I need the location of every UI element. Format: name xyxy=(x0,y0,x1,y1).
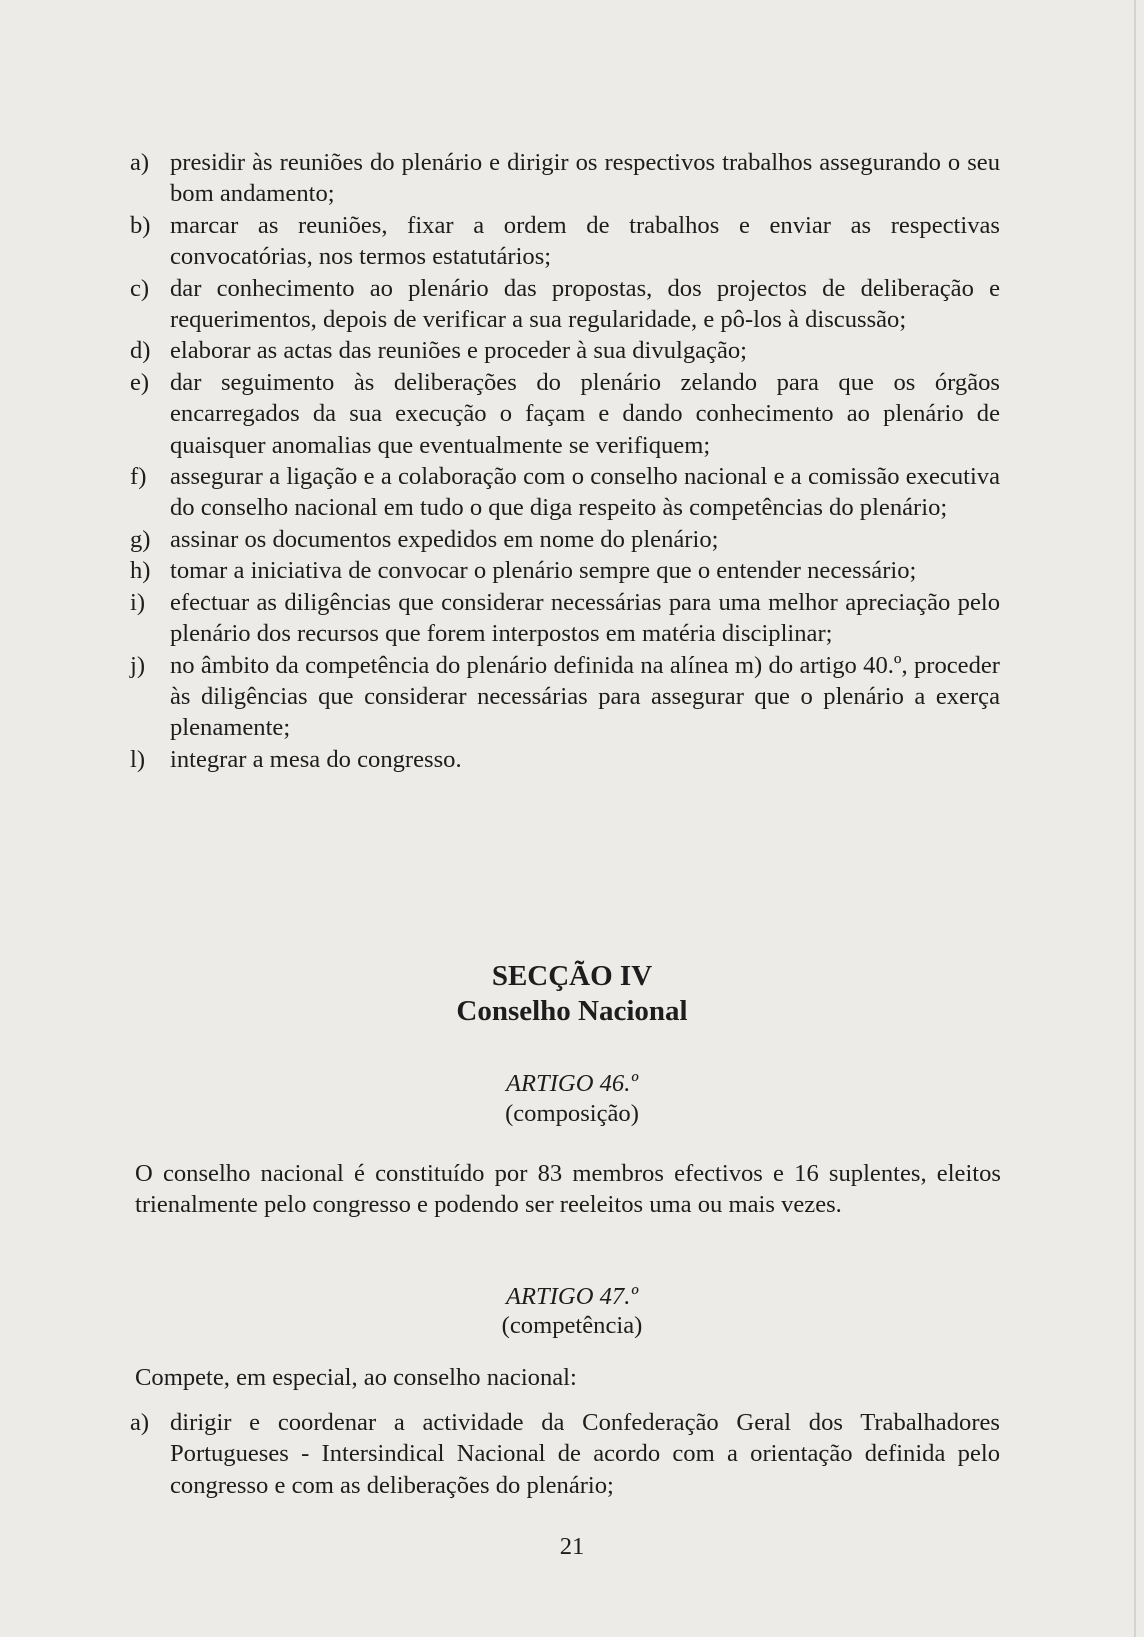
list-text: assegurar a ligação e a colaboração com o conselho nacional e a comissão executiva do conselho nacional em tudo o que diga respeito às competências do plenário; xyxy=(170,463,1000,522)
article-47-heading: ARTIGO 47.º xyxy=(506,1283,638,1310)
list-item xyxy=(130,335,1000,366)
article-47-subtitle: (competência) xyxy=(501,1312,643,1339)
council-duties-list xyxy=(130,1407,1000,1501)
list-item xyxy=(130,555,1000,586)
list-marker: c) xyxy=(130,274,150,302)
list-marker: e) xyxy=(130,368,150,396)
list-marker: f) xyxy=(130,463,147,491)
list-item xyxy=(130,744,1000,775)
article-46-body: O conselho nacional é constituído por 83 membros efectivos e 16 suplentes, eleitos trienalmente pelo congresso e podendo ser reeleitos uma ou mais vezes. xyxy=(135,1160,1001,1219)
list-text: no âmbito da competência do plenário definida na alínea m) do artigo 40.º, proceder às diligências que considerar necessárias para assegurar que o plenário a exerça plenamente; xyxy=(170,651,1000,742)
plenary-duties-list xyxy=(130,147,1000,775)
list-marker: h) xyxy=(130,557,151,585)
list-marker: l) xyxy=(130,745,146,773)
list-item xyxy=(130,367,1000,461)
list-item xyxy=(130,524,1000,555)
section-number: SECÇÃO IV xyxy=(491,960,653,992)
list-item xyxy=(130,210,1000,273)
page-number: 21 xyxy=(559,1533,585,1560)
list-marker: d) xyxy=(130,337,151,365)
list-text: elaborar as actas das reuniões e proceder à sua divulgação; xyxy=(170,337,747,365)
list-item xyxy=(130,1407,1000,1501)
list-marker: a) xyxy=(130,1409,150,1436)
list-text: dar seguimento às deliberações do plenário zelando para que os órgãos encarregados da sua execução o façam e dando conhecimento ao plenário de quaisquer anomalias que eventualmente se verifiquem; xyxy=(170,368,1000,459)
list-text: tomar a iniciativa de convocar o plenário sempre que o entender necessário; xyxy=(170,557,917,585)
list-item xyxy=(130,461,1000,524)
list-text: efectuar as diligências que considerar necessárias para uma melhor apreciação pelo plenário dos recursos que forem interpostos em matéria disciplinar; xyxy=(170,588,1000,648)
list-item xyxy=(130,273,1000,336)
list-item xyxy=(130,147,1000,210)
article-46-subtitle: (composição) xyxy=(505,1100,639,1127)
list-item xyxy=(130,650,1000,744)
list-marker: g) xyxy=(130,525,151,553)
list-text: marcar as reuniões, fixar a ordem de trabalhos e enviar as respectivas convocatórias, nos termos estatutários; xyxy=(170,211,1000,271)
list-marker: a) xyxy=(130,149,150,176)
list-marker: b) xyxy=(130,211,151,239)
list-marker: i) xyxy=(130,588,146,616)
section-name: Conselho Nacional xyxy=(456,995,688,1027)
article-47-intro: Compete, em especial, ao conselho nacional: xyxy=(135,1364,577,1391)
list-text: assinar os documentos expedidos em nome do plenário; xyxy=(170,525,719,553)
list-text: integrar a mesa do congresso. xyxy=(170,745,462,773)
list-text: presidir às reuniões do plenário e dirigir os respectivos trabalhos assegurando o seu bom andamento; xyxy=(170,149,1000,208)
list-text: dirigir e coordenar a actividade da Confederação Geral dos Trabalhadores Portugueses - Intersindical Nacional de acordo com a orientação definida pelo congresso e com as deliberações do plenário; xyxy=(170,1409,1000,1499)
list-marker: j) xyxy=(130,651,146,679)
list-text: dar conhecimento ao plenário das propostas, dos projectos de deliberação e requerimentos, depois de verificar a sua regularidade, e pô-los à discussão; xyxy=(170,274,1000,334)
article-46-heading: ARTIGO 46.º xyxy=(506,1070,638,1097)
list-item xyxy=(130,587,1000,650)
